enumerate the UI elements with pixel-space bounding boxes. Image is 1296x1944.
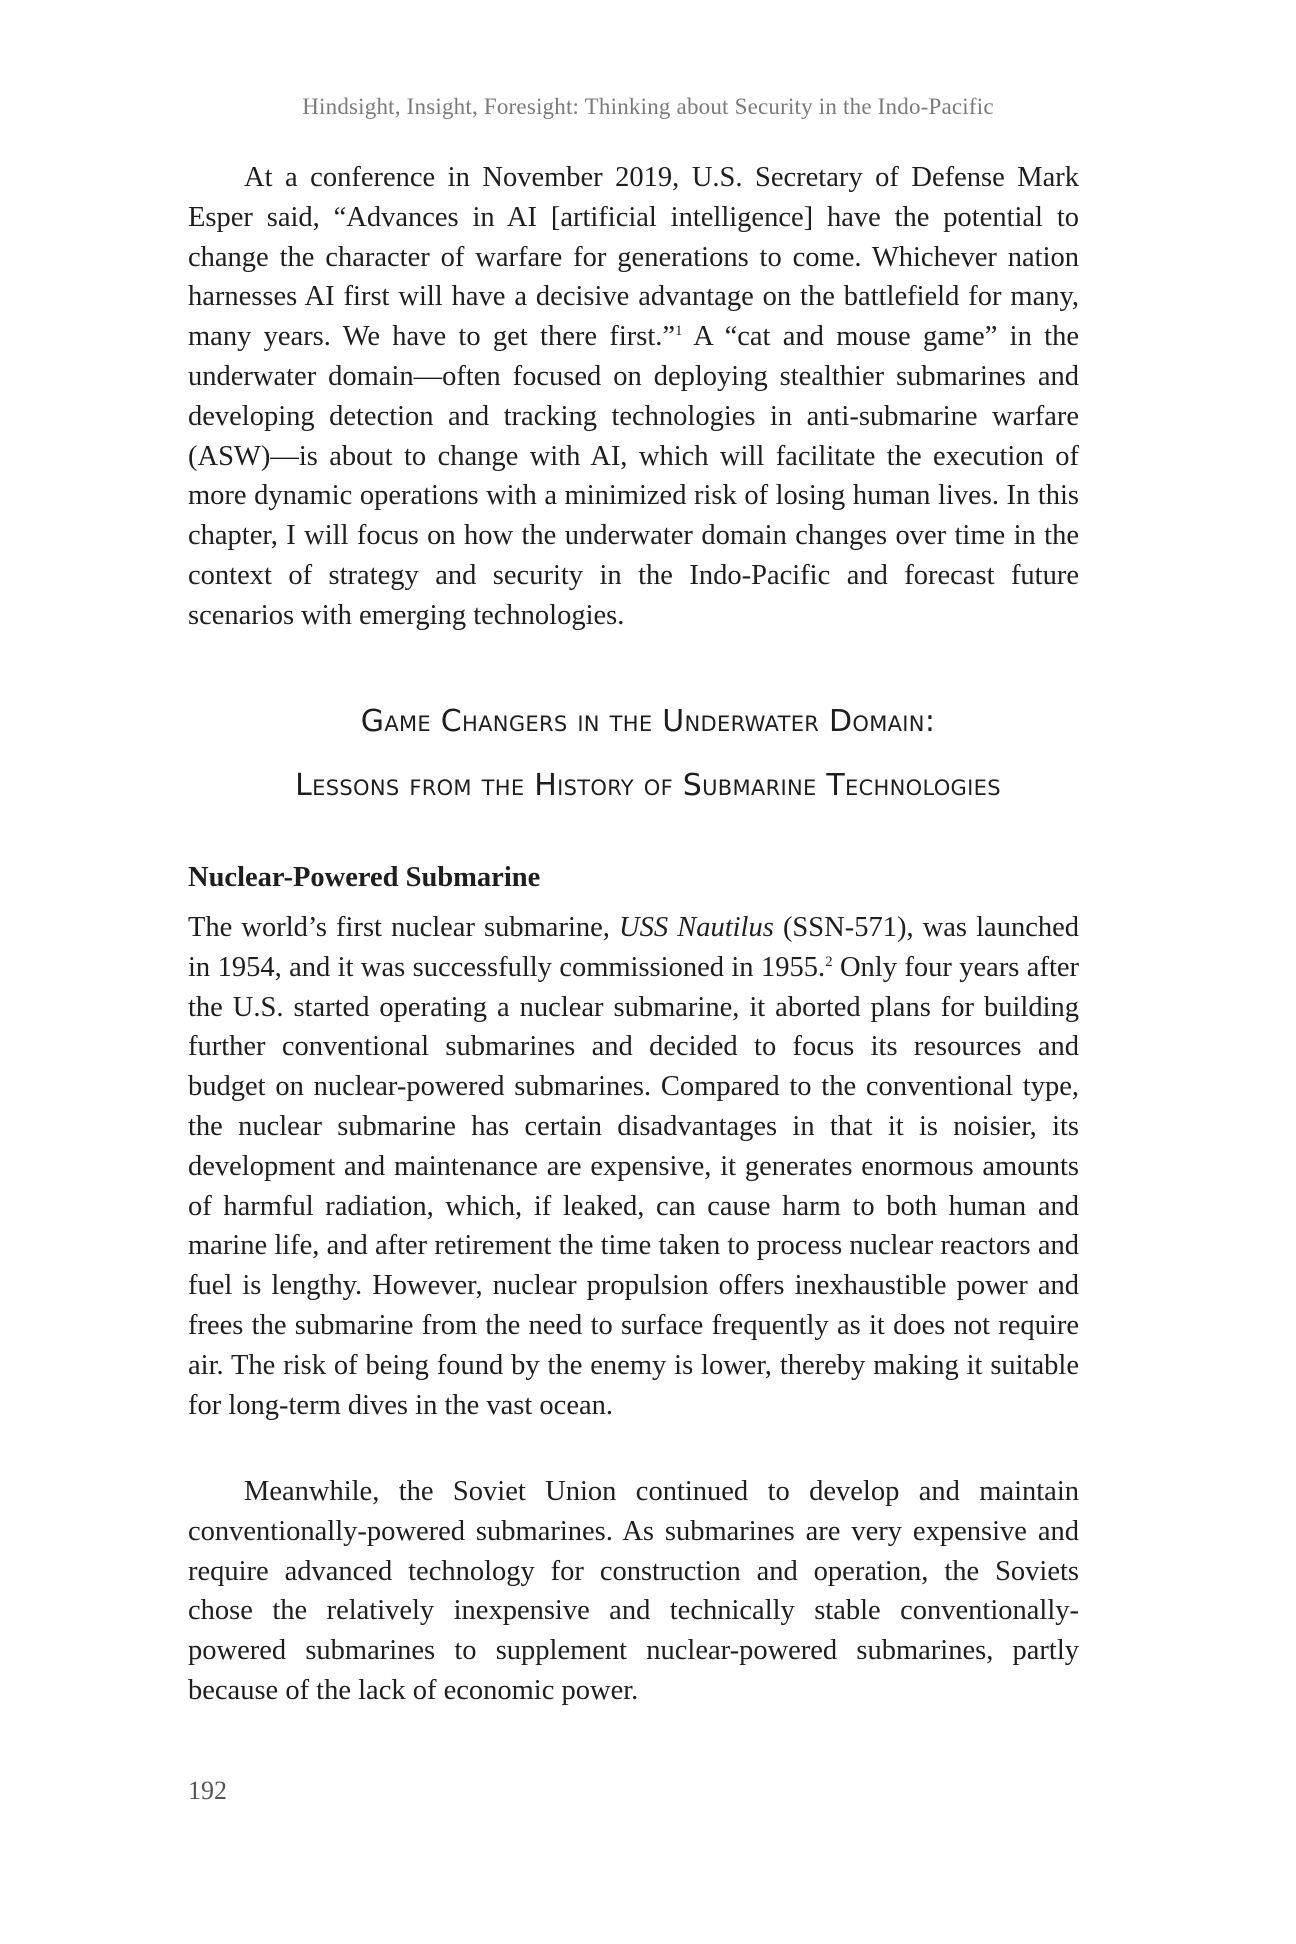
- paragraph-text: Only four years after the U.S. started operating a nuclear submarine, it aborted plans for building further conventional submarines and decided to focus its resources and budget on nuclear-powered submarines. Compared to the conventional type, the nuclear submarine has certain disadvantages in that it is noisier, its development and maintenance are expensive, it generates enormous amounts of harmful radiation, which, if leaked, can cause harm to both human and marine life, and after retirement the time taken to process nuclear reactors and fuel is lengthy. However, nuclear propulsion offers inexhaustible power and frees the submarine from the need to surface frequently as it does not require air. The risk of being found by the enemy is lower, thereby making it suitable for long-term dives in the vast ocean.: [188, 951, 1079, 1421]
- soviet-submarine-paragraph: Meanwhile, the Soviet Union continued to develop and maintain conventionally-powered submarines. As submarines are very expensive and require advanced technology for construction and operation, the Soviets chose the relatively inexpensive and technically stable conventionally-powered submarines to supplement nuclear-powered submarines, partly because of the lack of economic power.: [188, 1476, 1079, 1706]
- page-number: 192: [188, 1776, 227, 1805]
- footnote-ref-1[interactable]: 1: [675, 323, 683, 340]
- intro-paragraph: [188, 158, 1079, 636]
- subsection-title: Nuclear-Powered Submarine: [188, 862, 541, 893]
- ship-name: USS Nautilus: [619, 912, 774, 943]
- intro-text-end: A “cat and mouse game” in the underwater domain—often focused on deploying stealthier submarines and developing detection and tracking technologies in anti-submarine warfare (ASW)—is about to change with AI, which will facilitate the execution of more dynamic operations with a minimized risk of losing human lives. In this chapter, I will focus on how the underwater domain changes over time in the context of strategy and security in the Indo-Pacific and forecast future scenarios with emerging technologies.: [188, 321, 1079, 631]
- intro-text-start: At a conference in November 2019, U.S. Secretary of Defense Mark Esper said, “Advances in AI [artificial intelligence] have the potential to change the character of warfare for generations to come. Whichever nation harnesses AI first will have a decisive advantage on the battlefield for many, many years. We have to get there first.”: [188, 162, 1079, 353]
- section-heading-line-2: Lessons from the History of Submarine Technologies: [295, 768, 1001, 803]
- paragraph-text: (SSN-571), was launched in 1954, and it was successfully commissioned in 1955.: [188, 912, 1080, 983]
- paragraph-text: The world’s first nuclear submarine,: [188, 912, 620, 943]
- section-heading: [0, 690, 1296, 818]
- running-header: Hindsight, Insight, Foresight: Thinking about Security in the Indo-Pacific: [302, 94, 994, 119]
- footnote-ref-2[interactable]: 2: [825, 953, 833, 970]
- section-heading-line-1: Game Changers in the Underwater Domain:: [360, 704, 936, 739]
- nuclear-submarine-paragraph: [188, 908, 1079, 1425]
